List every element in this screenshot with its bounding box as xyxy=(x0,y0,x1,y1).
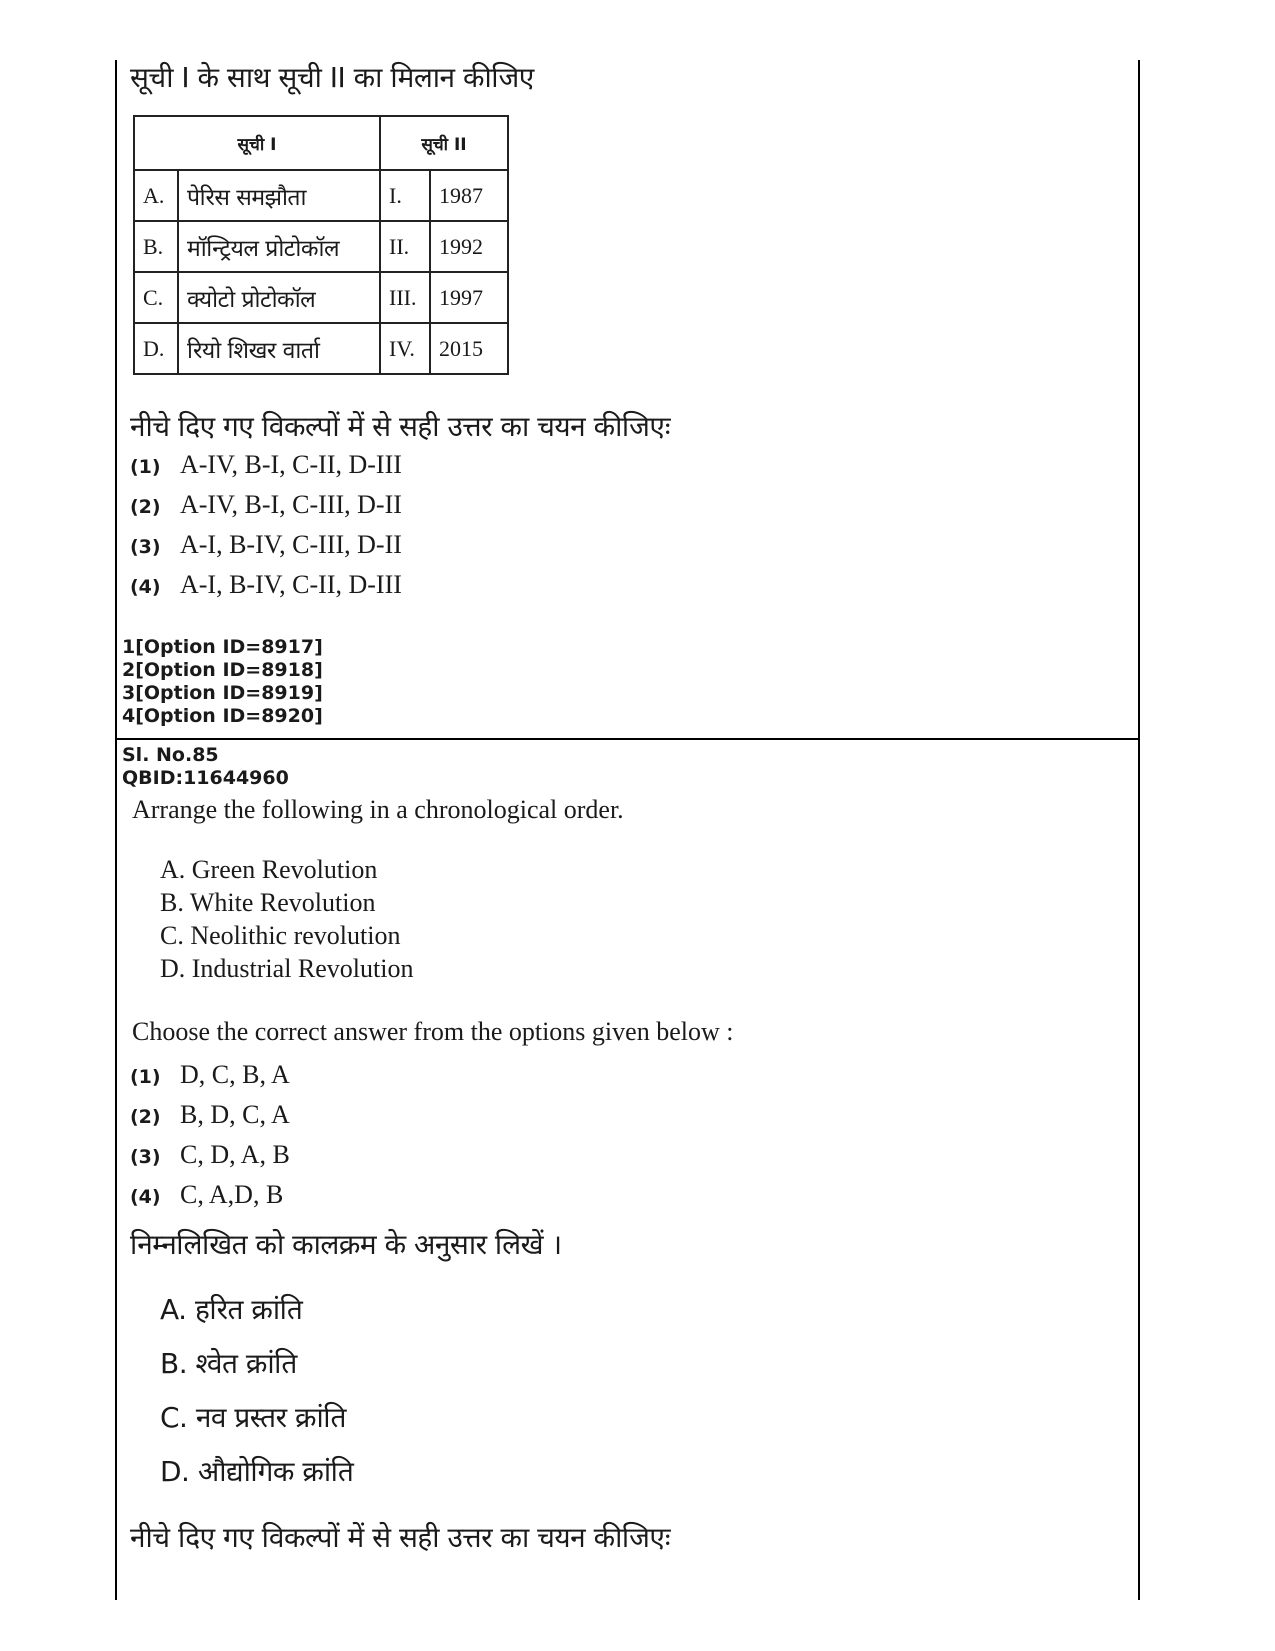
q85-option-4[interactable] xyxy=(130,1180,283,1210)
match-table xyxy=(133,115,509,375)
row-roman: IV. xyxy=(380,323,430,374)
option-number: (3) xyxy=(130,1146,161,1168)
table-row xyxy=(134,323,508,374)
en-item: C. Neolithic revolution xyxy=(160,921,401,950)
question-divider xyxy=(115,738,1140,740)
option-text: A-IV, B-I, C-II, D-III xyxy=(180,450,402,479)
en-item: B. White Revolution xyxy=(160,888,376,917)
option-text: C, D, A, B xyxy=(180,1140,290,1169)
option-id-3: 3[Option ID=8919] xyxy=(122,682,323,704)
row-letter: A. xyxy=(134,170,178,221)
row-item: पेरिस समझौता xyxy=(178,170,380,221)
option-id-1: 1[Option ID=8917] xyxy=(122,636,323,658)
row-letter: C. xyxy=(134,272,178,323)
option-number: (2) xyxy=(130,496,161,518)
hi-item: A. हरित क्रांति xyxy=(160,1293,303,1326)
serial-number: Sl. No.85 xyxy=(122,744,219,766)
table-row xyxy=(134,221,508,272)
q84-option-4[interactable] xyxy=(130,570,402,600)
q84-option-3[interactable] xyxy=(130,530,402,560)
q84-instruction: नीचे दिए गए विकल्पों में से सही उत्तर का चयन कीजिएः xyxy=(130,410,671,443)
table-row xyxy=(134,170,508,221)
q85-hi-instruction: नीचे दिए गए विकल्पों में से सही उत्तर का चयन कीजिएः xyxy=(130,1521,671,1554)
row-year: 1987 xyxy=(430,170,508,221)
option-number: (4) xyxy=(130,1186,161,1208)
match-table-header xyxy=(134,116,508,170)
option-number: (1) xyxy=(130,1066,161,1088)
q85-option-3[interactable] xyxy=(130,1140,290,1170)
option-number: (1) xyxy=(130,456,161,478)
list-1-header: सूची I xyxy=(134,116,380,170)
q84-option-1[interactable] xyxy=(130,450,402,480)
list-2-header: सूची II xyxy=(380,116,508,170)
option-text: B, D, C, A xyxy=(180,1100,290,1129)
en-item: D. Industrial Revolution xyxy=(160,954,414,983)
hi-item: D. औद्योगिक क्रांति xyxy=(160,1455,354,1488)
q85-option-2[interactable] xyxy=(130,1100,290,1130)
row-year: 1992 xyxy=(430,221,508,272)
qbid: QBID:11644960 xyxy=(122,767,289,789)
row-item: रियो शिखर वार्ता xyxy=(178,323,380,374)
row-roman: I. xyxy=(380,170,430,221)
page-border-right xyxy=(1138,60,1140,1600)
option-text: A-I, B-IV, C-III, D-II xyxy=(180,530,402,559)
option-id-2: 2[Option ID=8918] xyxy=(122,659,323,681)
hi-item: C. नव प्रस्तर क्रांति xyxy=(160,1401,346,1434)
row-item: क्योटो प्रोटोकॉल xyxy=(178,272,380,323)
q85-hi-prompt: निम्नलिखित को कालक्रम के अनुसार लिखें । xyxy=(130,1228,562,1261)
q85-en-prompt: Arrange the following in a chronological order. xyxy=(132,795,624,824)
page-border-left xyxy=(115,60,117,1600)
row-letter: B. xyxy=(134,221,178,272)
q85-en-instruction: Choose the correct answer from the options given below : xyxy=(132,1017,734,1046)
option-number: (2) xyxy=(130,1106,161,1128)
option-text: D, C, B, A xyxy=(180,1060,290,1089)
option-text: C, A,D, B xyxy=(180,1180,284,1209)
row-year: 1997 xyxy=(430,272,508,323)
row-item: मॉन्ट्रियल प्रोटोकॉल xyxy=(178,221,380,272)
row-year: 2015 xyxy=(430,323,508,374)
option-number: (4) xyxy=(130,576,161,598)
option-text: A-IV, B-I, C-III, D-II xyxy=(180,490,402,519)
hi-item: B. श्वेत क्रांति xyxy=(160,1347,297,1380)
q84-heading: सूची I के साथ सूची II का मिलान कीजिए xyxy=(130,61,534,94)
q84-option-2[interactable] xyxy=(130,490,402,520)
en-item: A. Green Revolution xyxy=(160,855,378,884)
option-text: A-I, B-IV, C-II, D-III xyxy=(180,570,402,599)
row-roman: II. xyxy=(380,221,430,272)
option-id-4: 4[Option ID=8920] xyxy=(122,705,323,727)
q85-option-1[interactable] xyxy=(130,1060,290,1090)
table-row xyxy=(134,272,508,323)
row-roman: III. xyxy=(380,272,430,323)
option-number: (3) xyxy=(130,536,161,558)
row-letter: D. xyxy=(134,323,178,374)
